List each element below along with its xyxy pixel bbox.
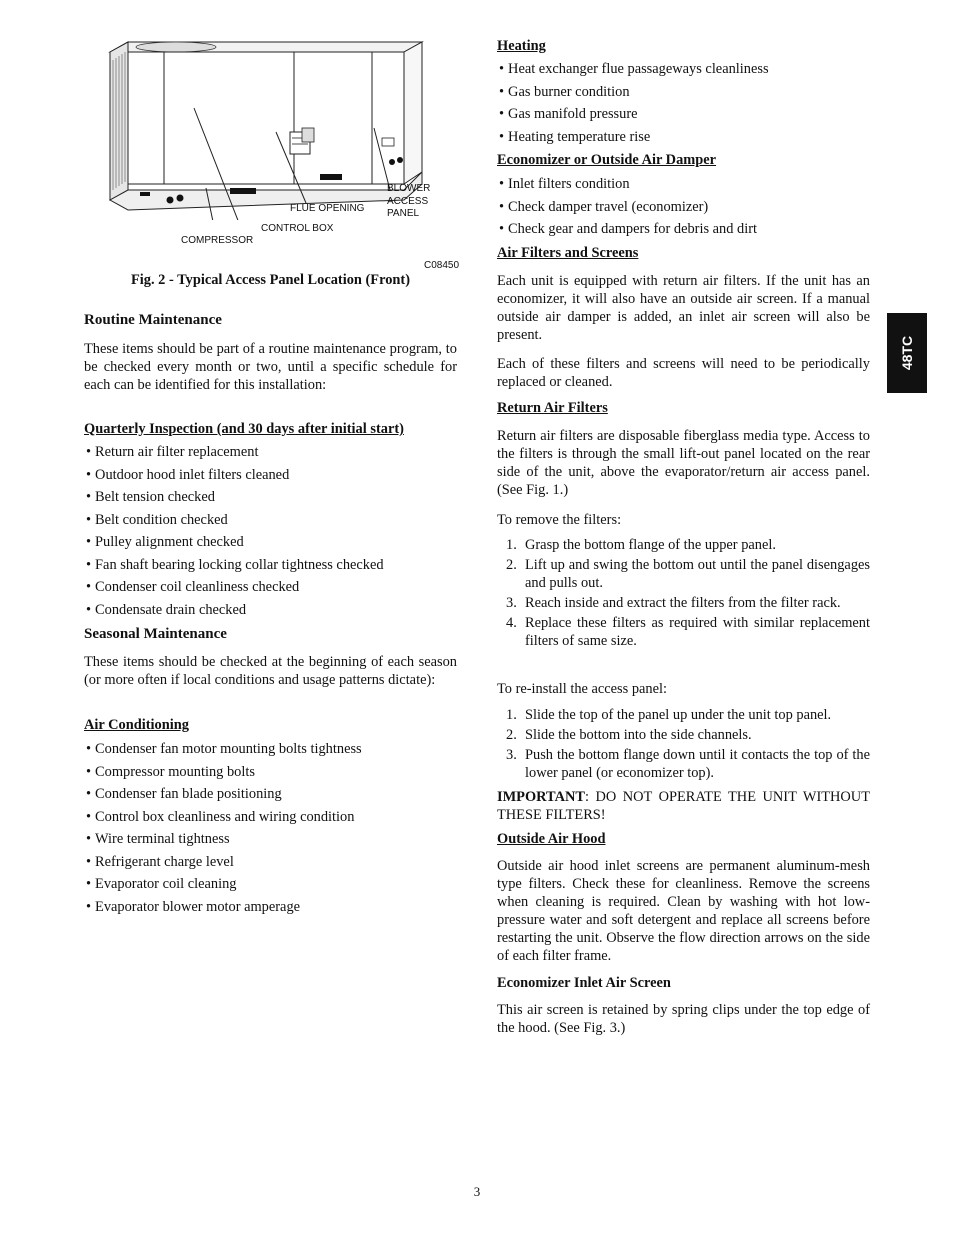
remove-filters-intro: To remove the filters:	[497, 512, 622, 528]
routine-maintenance-intro: These items should be part of a routine maintenance program, to be checked every month or two, until a specific schedule for each can be identified for this installation:	[84, 341, 457, 393]
list-item: 4. Replace these filters as required with similar replacement filters of same size.	[506, 615, 870, 649]
rooftop-unit-illustration	[104, 40, 434, 220]
seasonal-maintenance-intro: These items should be checked at the beginning of each season (or more often if local conditions and usage patterns dictate):	[84, 654, 457, 688]
remove-filters-steps	[497, 536, 870, 652]
list-item: • Inlet filters condition	[499, 175, 757, 198]
return-air-filters-heading: Return Air Filters	[497, 400, 608, 416]
list-item: • Belt tension checked	[86, 488, 384, 511]
air-conditioning-list	[86, 740, 362, 920]
seasonal-maintenance-title: Seasonal Maintenance	[84, 626, 227, 642]
economizer-inlet-screen-heading: Economizer Inlet Air Screen	[497, 975, 671, 991]
model-side-tab	[887, 313, 927, 393]
routine-maintenance-title: Routine Maintenance	[84, 312, 222, 328]
list-item: • Heat exchanger flue passageways cleanliness	[499, 60, 769, 83]
list-item: 1. Slide the top of the panel up under the unit top panel.	[506, 707, 832, 723]
important-notice: IMPORTANT: DO NOT OPERATE THE UNIT WITHOUT THESE FILTERS!	[497, 789, 870, 823]
outside-air-hood-heading: Outside Air Hood	[497, 831, 606, 847]
air-filters-paragraph-1: Each unit is equipped with return air filters. If the unit has an economizer, it will also have an outside air screen. If a manual outside air damper is added, an inlet air screen will also be present.	[497, 273, 870, 343]
list-item: • Heating temperature rise	[499, 128, 769, 151]
list-item: • Belt condition checked	[86, 511, 384, 534]
control-box-label: CONTROL BOX	[261, 223, 334, 234]
list-item: • Check gear and dampers for debris and dirt	[499, 220, 757, 243]
list-item: • Evaporator blower motor amperage	[86, 898, 362, 921]
compressor-label: COMPRESSOR	[181, 235, 254, 246]
economizer-heading: Economizer or Outside Air Damper	[497, 152, 717, 168]
list-item: • Gas burner condition	[499, 83, 769, 106]
figure-caption: Fig. 2 - Typical Access Panel Location (Front)	[131, 272, 410, 288]
heating-heading: Heating	[497, 38, 546, 54]
list-item: 3. Reach inside and extract the filters from the filter rack.	[506, 595, 841, 611]
air-conditioning-heading: Air Conditioning	[84, 717, 189, 733]
quarterly-inspection-heading: Quarterly Inspection (and 30 days after initial start)	[84, 421, 404, 437]
list-item: • Wire terminal tightness	[86, 830, 362, 853]
reinstall-panel-intro: To re-install the access panel:	[497, 681, 668, 697]
return-air-filters-paragraph: Return air filters are disposable fiberglass media type. Access to the filters is through the small lift-out panel located on the rear side of the unit, above the evaporator/return air access panel. (See Fig. 1.)	[497, 428, 870, 498]
list-item: • Evaporator coil cleaning	[86, 875, 362, 898]
list-item: 2. Lift up and swing the bottom out until the panel disengages and pulls out.	[506, 557, 870, 591]
page-number: 3	[473, 1184, 481, 1199]
list-item: • Condenser coil cleanliness checked	[86, 578, 384, 601]
heating-list	[499, 60, 769, 150]
list-item: • Compressor mounting bolts	[86, 763, 362, 786]
air-filters-screens-heading: Air Filters and Screens	[497, 245, 639, 261]
figure-access-panels	[84, 0, 460, 272]
important-label: IMPORTANT	[497, 789, 585, 805]
figure-code: C08450	[424, 260, 460, 271]
list-item: • Check damper travel (economizer)	[499, 198, 757, 221]
quarterly-inspection-list	[86, 443, 384, 623]
economizer-list	[499, 175, 757, 243]
list-item: 1. Grasp the bottom flange of the upper panel.	[506, 537, 776, 553]
model-side-tab-label: 48TC	[899, 335, 915, 371]
list-item: • Condenser fan blade positioning	[86, 785, 362, 808]
air-filters-paragraph-2: Each of these filters and screens will need to be periodically replaced or cleaned.	[497, 356, 870, 390]
list-item: • Return air filter replacement	[86, 443, 384, 466]
list-item: • Condenser fan motor mounting bolts tightness	[86, 740, 362, 763]
list-item: • Control box cleanliness and wiring condition	[86, 808, 362, 831]
list-item: • Gas manifold pressure	[499, 105, 769, 128]
list-item: 3. Push the bottom flange down until it contacts the top of the lower panel (or economizer top).	[506, 747, 870, 781]
blower-access-panel-label: BLOWER ACCESS PANEL	[387, 183, 431, 219]
list-item: 2. Slide the bottom into the side channels.	[506, 727, 752, 743]
list-item: • Refrigerant charge level	[86, 853, 362, 876]
list-item: • Outdoor hood inlet filters cleaned	[86, 466, 384, 489]
economizer-inlet-screen-paragraph: This air screen is retained by spring clips under the top edge of the hood. (See Fig. 3.)	[497, 1002, 870, 1036]
reinstall-panel-steps	[497, 706, 870, 784]
flue-opening-label: FLUE OPENING	[290, 203, 365, 214]
list-item: • Condensate drain checked	[86, 601, 384, 624]
list-item: • Pulley alignment checked	[86, 533, 384, 556]
outside-air-hood-paragraph: Outside air hood inlet screens are permanent aluminum-mesh type filters. Check these for cleanliness. Remove the screens when cleaning is required. Clean by washing with hot low-pressure water and soft detergent and replace all screens before restarting the unit. Observe the flow direction arrows on the side of each filter frame.	[497, 858, 870, 964]
list-item: • Fan shaft bearing locking collar tightness checked	[86, 556, 384, 579]
